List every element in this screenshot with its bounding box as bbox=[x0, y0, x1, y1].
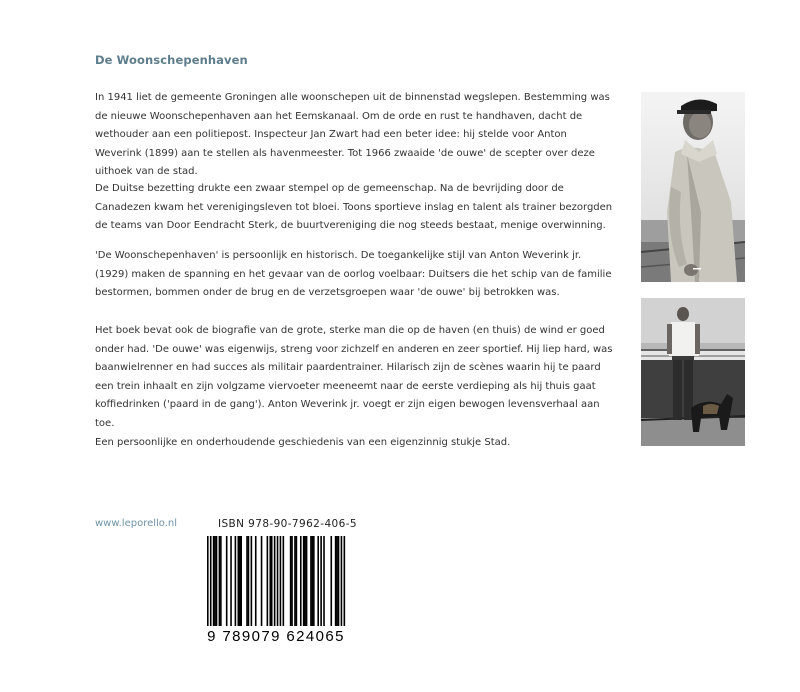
barcode-bar bbox=[304, 536, 306, 628]
paragraph-intro: In 1941 liet de gemeente Groningen alle woonschepen uit de binnenstad wegslepen. Bestemming was de nieuwe Woonschepenhaven aan het Eemskanaal. Om de orde en rust te handhaven, dacht de wethouder aan een politiepost. Inspecteur Jan Zwart had een beter idee: hij stelde voor Anton Weverink (1899) aan te stellen als havenmeester. Tot 1966 zwaaide 'de ouwe' de scepter over deze uithoek van de stad. bbox=[95, 92, 610, 177]
website-link[interactable]: www.leporello.nl bbox=[95, 518, 178, 529]
barcode-bar bbox=[300, 536, 302, 628]
barcode-bar bbox=[226, 536, 228, 628]
barcode-bar bbox=[306, 536, 308, 628]
photo-man-with-dog bbox=[641, 298, 745, 446]
barcode-bar bbox=[323, 536, 325, 628]
barcode-bar bbox=[261, 536, 263, 628]
barcode-bar bbox=[267, 536, 269, 628]
barcode-bar bbox=[303, 536, 305, 628]
barcode-bar bbox=[291, 536, 293, 628]
barcode-bar bbox=[313, 536, 315, 628]
barcode-bar bbox=[235, 536, 237, 628]
barcode-bar bbox=[214, 536, 216, 628]
barcode-bar bbox=[290, 536, 292, 628]
paragraph-biography: Het boek bevat ook de biografie van de grote, sterke man die op de haven (en thuis) de wind er goed onder had. 'De ouwe' was eigenwijs, streng voor zichzelf en anderen en zeer sportief. Hij liep hard, was baanwielrenner en had succes als militair paardentrainer. Hilarisch zijn de scènes waarin hij te paard een trein inhaalt en zijn volgzame viervoeter meeneemt naar de eerste verdieping als hij thuis gaat koffiedrinken ('paard in de gang'). Anton Weverink jr. voegt er zijn eigen bewogen levensverhaal aan toe. bbox=[95, 325, 613, 429]
barcode-bar bbox=[220, 536, 222, 628]
barcode-bar bbox=[246, 536, 248, 628]
photo-havenmeester bbox=[641, 92, 745, 282]
barcode-bar bbox=[283, 536, 285, 628]
barcode-bar bbox=[248, 536, 250, 628]
barcode-bar bbox=[330, 536, 332, 628]
barcode-bar bbox=[312, 536, 314, 628]
barcode-bar bbox=[338, 536, 340, 628]
barcode-bar bbox=[336, 536, 338, 628]
barcode-bar bbox=[239, 536, 241, 628]
paragraph-occupation: De Duitse bezetting drukte een zwaar stempel op de gemeenschap. Na de bevrijding door de Canadezen kwam het verenigingsleven tot bloei. Toons sportieve inslag en talent als trainer bezorgden de teams van Door Eendracht Sterk, de buurtvereniging die nog steeds bestaat, menige overwinning. bbox=[95, 183, 613, 231]
barcode-bar bbox=[240, 536, 242, 628]
barcode-bar bbox=[335, 536, 337, 628]
barcode-bar bbox=[219, 536, 221, 628]
barcode-bar bbox=[251, 536, 253, 628]
barcode-bar bbox=[238, 536, 240, 628]
barcode-bar bbox=[271, 536, 273, 628]
barcode-bar bbox=[213, 536, 215, 628]
paragraph-closing: Een persoonlijke en onderhoudende geschiedenis van een eigenzinnig stukje Stad. bbox=[95, 437, 511, 448]
barcode-bar bbox=[317, 536, 319, 628]
barcode-bar bbox=[296, 536, 298, 628]
barcode-bar bbox=[255, 536, 257, 628]
barcode-bar bbox=[294, 536, 296, 628]
barcode-bar bbox=[320, 536, 322, 628]
barcode-digits: 9 789079 624065 bbox=[203, 626, 349, 648]
barcode-bar bbox=[230, 536, 232, 628]
barcode-bar bbox=[310, 536, 312, 628]
book-title: De Woonschepenhaven bbox=[95, 53, 248, 67]
barcode-bar bbox=[269, 536, 271, 628]
barcode-bar bbox=[280, 536, 282, 628]
paragraph-story: 'De Woonschepenhaven' is persoonlijk en historisch. De toegankelijke stijl van Anton Weverink jr. (1929) maken de spanning en het gevaar van de oorlog voelbaar: Duitsers die het schip van de familie bestormen, bommen onder de brug en de verzetsgroepen waar 'de ouwe' bij betrokken was. bbox=[95, 250, 612, 298]
isbn-label: ISBN 978-90-7962-406-5 bbox=[218, 518, 357, 530]
barcode-bar bbox=[216, 536, 218, 628]
